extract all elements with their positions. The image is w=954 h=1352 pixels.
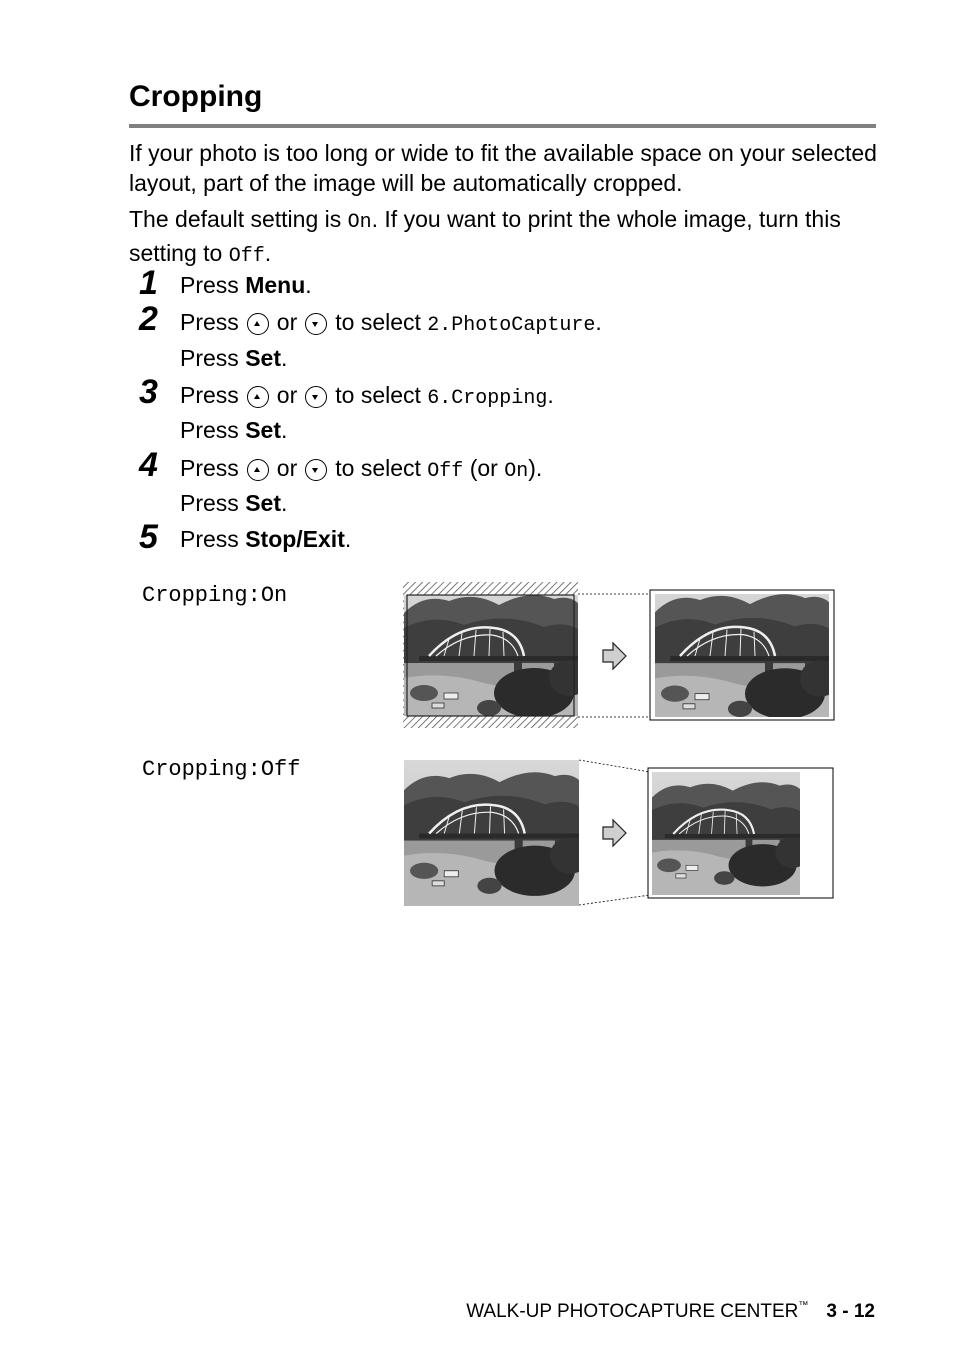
set-key: Set	[245, 345, 281, 371]
cropping-on-source-photo	[403, 582, 589, 728]
cropping-off-result-print	[648, 768, 833, 898]
arrow-right-icon	[603, 643, 626, 669]
step-3-set-line: Press Set.	[180, 417, 288, 443]
intro-paragraph: If your photo is too long or wide to fit the available space on your selected layout, part of the image will be automatically cropped.	[129, 140, 877, 196]
set-key: Set	[245, 417, 281, 443]
menu-key: Menu	[245, 272, 306, 298]
step-4-line: Press or to select Off (or On).	[180, 455, 543, 483]
step-2-line: Press or to select 2.PhotoCapture.	[180, 309, 602, 337]
footer-title: WALK-UP PHOTOCAPTURE CENTER	[466, 1301, 799, 1322]
setting-off: Off	[228, 245, 265, 268]
setting-on: On	[347, 211, 372, 234]
step-number: 5	[139, 518, 158, 556]
arrow-right-icon	[603, 820, 626, 846]
step-number: 4	[139, 446, 158, 484]
step-number: 3	[139, 373, 158, 411]
cropping-on-label: Cropping:On	[142, 583, 288, 608]
stop-exit-key: Stop/Exit	[245, 526, 345, 552]
cropping-off-label: Cropping:Off	[142, 757, 301, 782]
page-title: Cropping	[129, 80, 263, 113]
step-2-set-line: Press Set.	[180, 345, 288, 371]
set-key: Set	[245, 490, 281, 516]
cropping-on-result-print	[650, 582, 840, 729]
step-number: 1	[139, 264, 158, 302]
cropping-off-source-photo	[404, 760, 590, 906]
trademark-symbol: ™	[798, 1300, 809, 1311]
step-number: 2	[139, 300, 158, 338]
page-footer	[466, 1300, 875, 1323]
step-5-line: Press Stop/Exit.	[180, 526, 352, 552]
step-1-line: Press Menu.	[180, 272, 312, 298]
page-number: 3 - 12	[826, 1301, 875, 1322]
step-3-line: Press or to select 6.Cropping.	[180, 382, 554, 410]
default-setting-paragraph: The default setting is On. If you want to print the whole image, turn this setting to Off.	[129, 206, 841, 268]
step-4-set-line: Press Set.	[180, 490, 288, 516]
